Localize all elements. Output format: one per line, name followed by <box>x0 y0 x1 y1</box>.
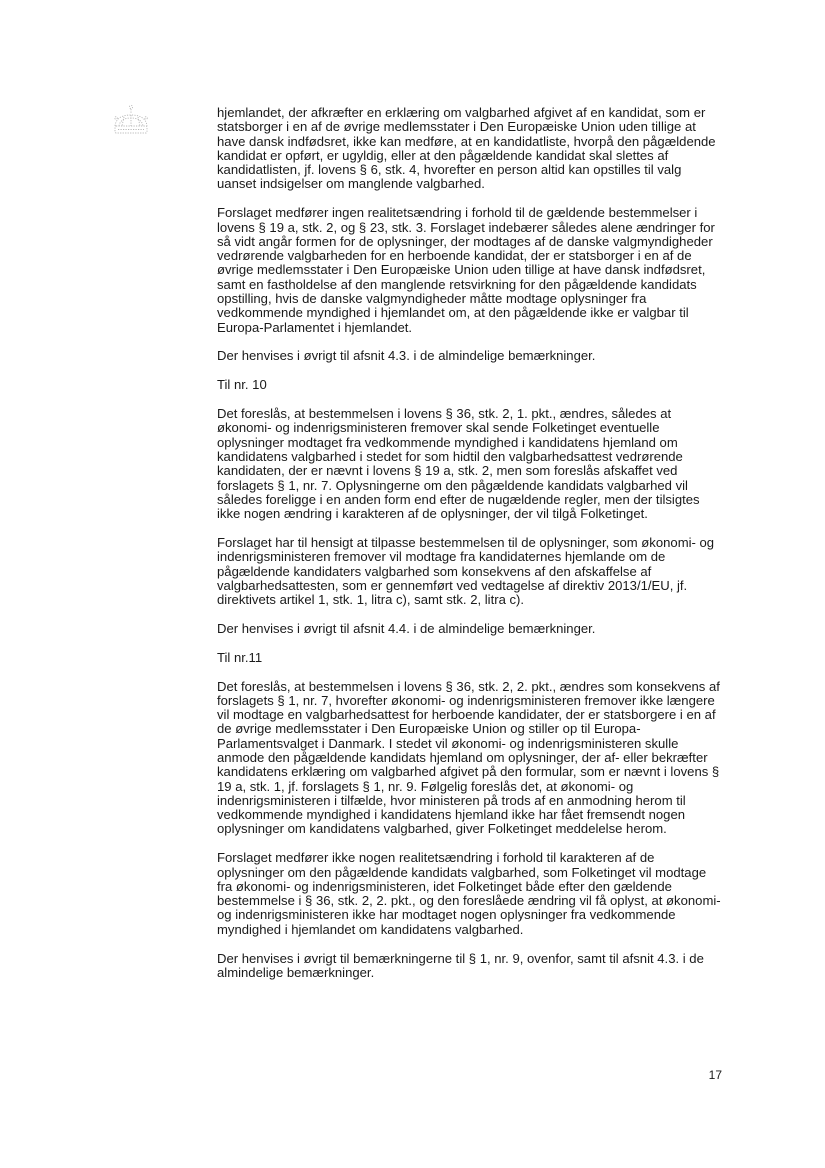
paragraph: Det foreslås, at bestemmelsen i lovens § 36, stk. 2, 2. pkt., ændres som konsekvens af forslagets § 1, nr. 7, hvorefter økonomi- og indenrigsministeren fremover ikke længere vil modtage en valgbarhedsattest for herboende kandidater, der er statsborgere i en af de øvrige medlemsstater i Den Europæiske Union og stiller op til Europa-Parlamentsvalget i Danmark. I stedet vil økonomi- og indenrigsministeren skulle anmode den pågældende kandidats hjemland om oplysninger, der af- eller bekræfter kandidatens erklæring om valgbarhed afgivet på den formular, som er nævnt i lovens § 19 a, stk. 1, jf. forslagets § 1, nr. 9. Følgelig foreslås det, at økonomi- og indenrigsministeren i tilfælde, hvor ministeren på trods af en anmodning herom til vedkommende myndighed i kandidatens hjemland ikke har fået fremsendt nogen oplysninger om kandidatens valgbarhed, giver Folketinget meddelelse herom. <box>217 678 720 837</box>
document-body <box>217 106 722 995</box>
section-heading: Til nr.11 <box>217 649 263 665</box>
paragraph: Der henvises i øvrigt til afsnit 4.4. i de almindelige bemærkninger. <box>217 620 596 636</box>
paragraph: Forslaget medfører ikke nogen realitetsændring i forhold til karakteren af de oplysninger om den pågældende kandidats valgbarhed, som Folketinget vil modtage fra økonomi- og indenrigsministeren, idet Folketinget både efter den gældende bestemmelse i § 36, stk. 2, 2. pkt., og den foreslåede ændring vil få oplyst, at økonomi- og indenrigsministeren ikke har modtaget nogen oplysninger fra vedkommende myndighed i hjemlandet om kandidatens valgbarhed. <box>217 850 721 937</box>
paragraph: Forslaget har til hensigt at tilpasse bestemmelsen til de oplysninger, som økonomi- og indenrigsministeren fremover vil modtage fra kandidaternes hjemlande om de pågældende kandidaters valgbarhed som konsekvens af den afskaffelse af valgbarhedsattesten, som er gennemført ved vedtagelse af direktiv 2013/1/EU, jf. direktivets artikel 1, stk. 1, litra c), samt stk. 2, litra c). <box>217 534 715 608</box>
crown-logo-icon <box>110 104 152 138</box>
paragraph: Der henvises i øvrigt til bemærkningerne til § 1, nr. 9, ovenfor, samt til afsnit 4.3. i de almindelige bemærkninger. <box>217 950 704 980</box>
paragraph: Forslaget medfører ingen realitetsændring i forhold til de gældende bestemmelser i lovens § 19 a, stk. 2, og § 23, stk. 3. Forslaget indebærer således alene ændringer for så vidt angår formen for de oplysninger, der modtages af de danske valgmyndigheder vedrørende valgbarheden for en herboende kandidat, der er statsborger i en af de øvrige medlemsstater i Den Europæiske Union uden tillige at have dansk indfødsret, samt en fastholdelse af den manglende retsvirkning for den pågældende kandidats opstilling, hvis de danske valgmyndigheder måtte modtage oplysninger fra vedkommende myndighed i hjemlandet om, at den pågældende ikke er valgbar til Europa-Parlamentet i hjemlandet. <box>217 205 715 335</box>
page-number: 17 <box>708 1068 722 1082</box>
paragraph: Der henvises i øvrigt til afsnit 4.3. i de almindelige bemærkninger. <box>217 348 596 364</box>
section-heading: Til nr. 10 <box>217 377 267 393</box>
paragraph: Det foreslås, at bestemmelsen i lovens § 36, stk. 2, 1. pkt., ændres, således at økonomi- og indenrigsministeren fremover skal sende Folketinget eventuelle oplysninger modtaget fra vedkommende myndighed i kandidatens hjemland om kandidatens valgbarhed i stedet for som hidtil den valgbarhedsattest vedrørende kandidaten, der er nævnt i lovens § 19 a, stk. 2, men som foreslås afskaffet ved forslagets § 1, nr. 7. Oplysningerne om den pågældende kandidats valgbarhed vil således foreligge i en anden form end efter de nugældende regler, men der tilsigtes ikke nogen ændring i karakteren af de oplysninger, der vil tilgå Folketinget. <box>217 406 700 522</box>
paragraph: hjemlandet, der afkræfter en erklæring om valgbarhed afgivet af en kandidat, som er statsborger i en af de øvrige medlemsstater i Den Europæiske Union uden tillige at have dansk indfødsret, ikke kan medføre, at en kandidatliste, hvorpå den pågældende kandidat er opført, er ugyldig, eller at den pågældende kandidat skal slettes af kandidatlisten, jf. lovens § 6, stk. 4, hvorefter en person altid kan opstilles til valg uanset indsigelser om manglende valgbarhed. <box>217 105 716 192</box>
